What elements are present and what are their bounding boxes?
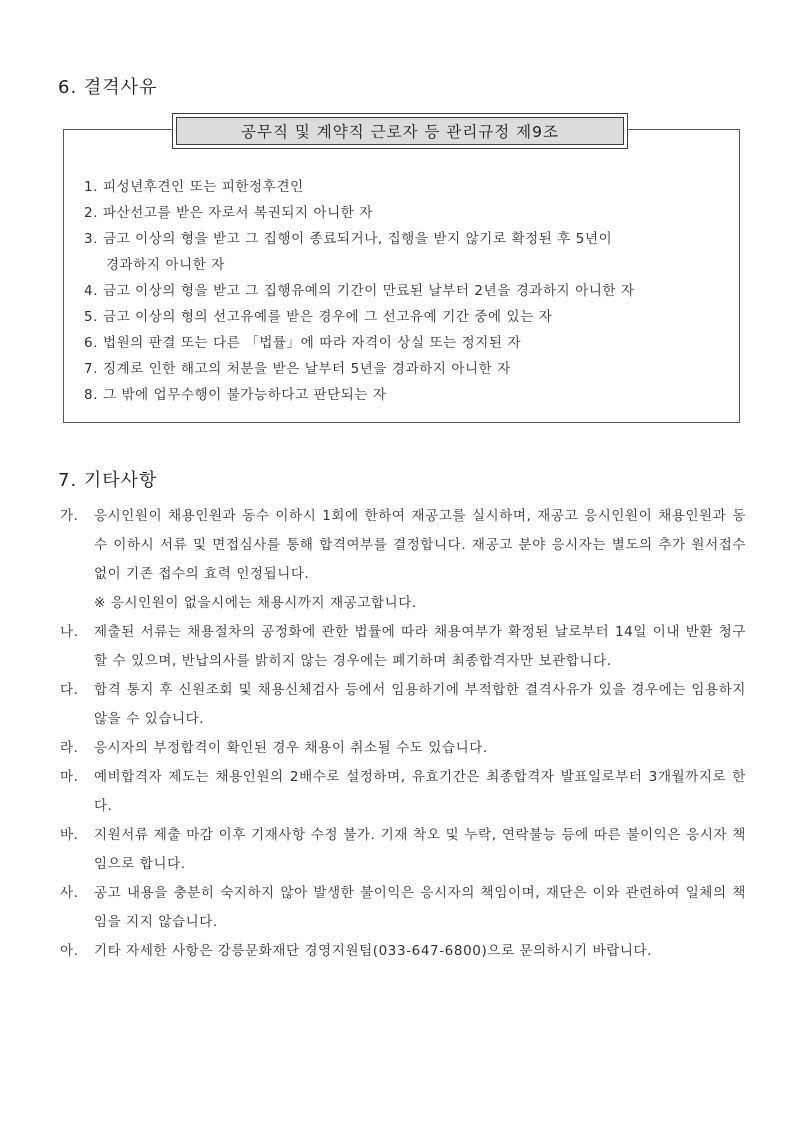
note-item [60, 676, 746, 734]
note-text: 제출된 서류는 채용절차의 공정화에 관한 법률에 따라 채용여부가 확정된 날로부터 14일 이내 반환 청구할 수 있으며, 반납의사를 밝히지 않는 경우에는 폐기하며 최종합격자만 보관합니다. [94, 624, 746, 669]
section-7-title: 7. 기타사항 [58, 470, 158, 491]
disqualification-item: 6. 법원의 판결 또는 다른 「법률」에 따라 자격이 상실 또는 정지된 자 [84, 335, 522, 351]
note-marker: 나. [60, 624, 79, 640]
note-marker: 바. [60, 827, 79, 843]
note-text: 지원서류 제출 마감 이후 기재사항 수정 불가. 기재 착오 및 누락, 연락불능 등에 따른 불이익은 응시자 책임으로 합니다. [94, 827, 746, 872]
section-6-title: 6. 결격사유 [58, 77, 158, 98]
note-text: 합격 통지 후 신원조회 및 채용신체검사 등에서 임용하기에 부적합한 결격사유가 있을 경우에는 임용하지 않을 수 있습니다. [94, 682, 746, 727]
note-marker: 사. [60, 885, 79, 901]
note-marker: 다. [60, 682, 79, 698]
disqualification-item: 2. 파산선고를 받은 자로서 복권되지 아니한 자 [84, 205, 373, 221]
regulation-box-header [172, 113, 628, 149]
note-item [60, 618, 746, 676]
disqualification-item: 3. 금고 이상의 형을 받고 그 집행이 종료되거나, 집행을 받지 않기로 확정된 후 5년이 경과하지 아니한 자 [84, 231, 613, 273]
note-item [60, 821, 746, 879]
note-marker: 라. [60, 740, 79, 756]
note-marker: 마. [60, 769, 79, 785]
note-marker: 가. [60, 508, 79, 524]
note-text: 예비합격자 제도는 채용인원의 2배수로 설정하며, 유효기간은 최종합격자 발표일로부터 3개월까지로 한다. [94, 769, 746, 814]
disqualification-item: 1. 피성년후견인 또는 피한정후견인 [84, 179, 304, 195]
note-item [60, 734, 746, 763]
note-item [60, 879, 746, 937]
note-marker: 아. [60, 943, 79, 959]
note-text: 기타 자세한 사항은 강릉문화재단 경영지원팀(033-647-6800)으로 문의하시기 바랍니다. [94, 943, 653, 959]
disqualification-list [84, 174, 635, 408]
disqualification-item: 8. 그 밖에 업무수행이 불가능하다고 판단되는 자 [84, 387, 387, 403]
note-item [60, 937, 746, 966]
note-text: 응시자의 부정합격이 확인된 경우 채용이 취소될 수도 있습니다. [94, 740, 488, 756]
regulation-box-title: 공무직 및 계약직 근로자 등 관리규정 제9조 [176, 117, 624, 145]
other-notes-list [60, 502, 746, 966]
note-item [60, 763, 746, 821]
disqualification-item: 7. 징계로 인한 해고의 처분을 받은 날부터 5년을 경과하지 아니한 자 [84, 361, 511, 377]
disqualification-item: 4. 금고 이상의 형을 받고 그 집행유예의 기간이 만료된 날부터 2년을 경과하지 아니한 자 [84, 283, 635, 299]
note-remark: ※ 응시인원이 없을시에는 채용시까지 재공고합니다. [94, 595, 417, 611]
disqualification-item: 5. 금고 이상의 형의 선고유예를 받은 경우에 그 선고유예 기간 중에 있는 자 [84, 309, 553, 325]
note-text: 응시인원이 채용인원과 동수 이하시 1회에 한하여 재공고를 실시하며, 재공고 응시인원이 채용인원과 동수 이하시 서류 및 면접심사를 통해 합격여부를 결정합니다. 재공고 분야 응시자는 별도의 추가 원서접수 없이 기존 접수의 효력 인정됩니다. [94, 508, 746, 582]
note-item [60, 502, 746, 589]
note-text: 공고 내용을 충분히 숙지하지 않아 발생한 불이익은 응시자의 책임이며, 재단은 이와 관련하여 일체의 책임을 지지 않습니다. [94, 885, 746, 930]
